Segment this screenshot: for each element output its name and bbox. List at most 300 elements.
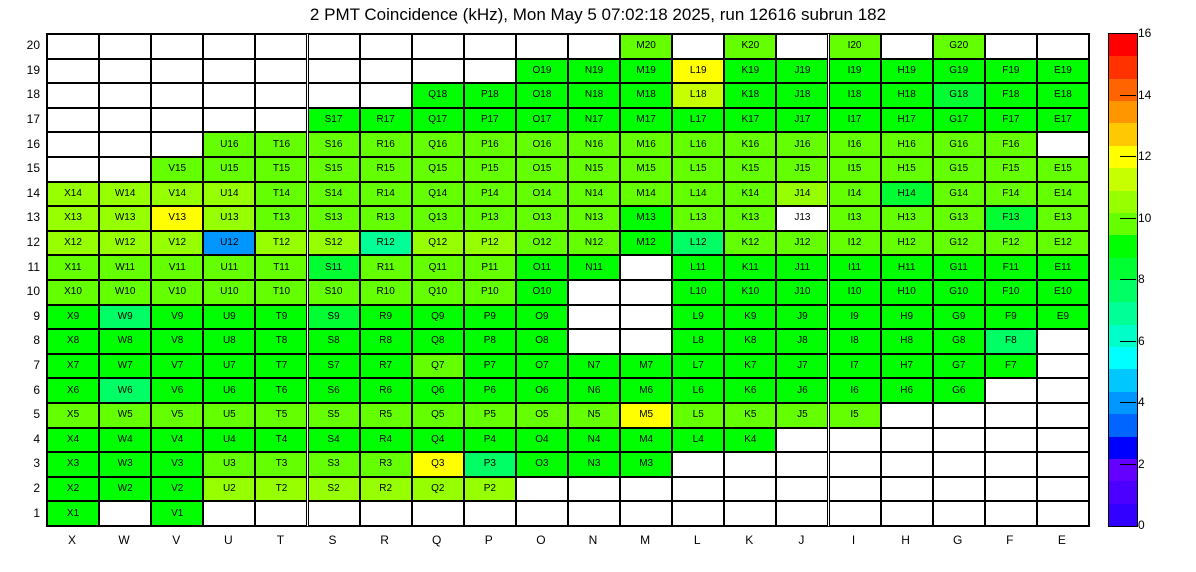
heatmap-cell: Q7 xyxy=(412,354,464,379)
y-axis-tick-label: 16 xyxy=(26,136,40,151)
heatmap-cell: G18 xyxy=(933,83,985,108)
heatmap-cell: U15 xyxy=(203,157,255,182)
heatmap-cell: I9 xyxy=(829,305,881,330)
heatmap-cell: P3 xyxy=(464,452,516,477)
heatmap-cell: X6 xyxy=(47,378,99,403)
heatmap-cell: V7 xyxy=(151,354,203,379)
heatmap-cell: X5 xyxy=(47,403,99,428)
heatmap-cell-empty xyxy=(516,34,568,59)
heatmap-cell: P17 xyxy=(464,108,516,133)
x-axis-tick-label: J xyxy=(798,533,805,547)
heatmap-cell: O18 xyxy=(516,83,568,108)
heatmap-cell: S13 xyxy=(308,206,360,231)
heatmap-cell-empty xyxy=(47,132,99,157)
heatmap-cell: R4 xyxy=(360,428,412,453)
heatmap-cell: O12 xyxy=(516,231,568,256)
heatmap-cell: T16 xyxy=(255,132,307,157)
heatmap-cell: P2 xyxy=(464,477,516,502)
heatmap-cell-empty xyxy=(412,501,464,526)
heatmap-cell: P6 xyxy=(464,378,516,403)
colorbar-segment xyxy=(1109,168,1137,190)
colorbar-segment xyxy=(1109,191,1137,213)
heatmap-cell: H11 xyxy=(881,255,933,280)
heatmap-cell: F13 xyxy=(985,206,1037,231)
heatmap-cell: I6 xyxy=(829,378,881,403)
heatmap-cell: F19 xyxy=(985,59,1037,84)
x-axis-tick-label: V xyxy=(172,533,181,547)
heatmap-cell-empty xyxy=(620,305,672,330)
heatmap-cell: T2 xyxy=(255,477,307,502)
heatmap-cell-empty xyxy=(985,452,1037,477)
heatmap-cell: Q14 xyxy=(412,182,464,207)
heatmap-cell: I8 xyxy=(829,329,881,354)
heatmap-cell: R6 xyxy=(360,378,412,403)
heatmap-cell: R7 xyxy=(360,354,412,379)
heatmap-cell: O14 xyxy=(516,182,568,207)
colorbar-segment xyxy=(1109,258,1137,280)
heatmap-cell: K12 xyxy=(724,231,776,256)
heatmap-cell: R9 xyxy=(360,305,412,330)
heatmap-cell: Q10 xyxy=(412,280,464,305)
heatmap-cell-empty xyxy=(464,501,516,526)
y-axis-tick-label: 18 xyxy=(26,87,40,102)
heatmap-cell: N15 xyxy=(568,157,620,182)
heatmap-cell: G20 xyxy=(933,34,985,59)
heatmap-cell-empty xyxy=(985,501,1037,526)
heatmap-cell: L19 xyxy=(672,59,724,84)
heatmap-cell: G15 xyxy=(933,157,985,182)
heatmap-cell-empty xyxy=(829,452,881,477)
colorbar-segment xyxy=(1109,504,1137,526)
heatmap-cell: L13 xyxy=(672,206,724,231)
heatmap-cell-empty xyxy=(1037,132,1089,157)
heatmap-cell: Q9 xyxy=(412,305,464,330)
heatmap-cell: X10 xyxy=(47,280,99,305)
heatmap-cell: P8 xyxy=(464,329,516,354)
heatmap-cell: K17 xyxy=(724,108,776,133)
heatmap-cell: H15 xyxy=(881,157,933,182)
heatmap-cell: X11 xyxy=(47,255,99,280)
x-axis-tick-label: L xyxy=(693,533,701,547)
heatmap-cell: P12 xyxy=(464,231,516,256)
heatmap-cell: G7 xyxy=(933,354,985,379)
heatmap-cell: V2 xyxy=(151,477,203,502)
heatmap-cell: H6 xyxy=(881,378,933,403)
heatmap-cell: V3 xyxy=(151,452,203,477)
heatmap-cell: M3 xyxy=(620,452,672,477)
heatmap-cell-empty xyxy=(672,34,724,59)
heatmap-cell: V14 xyxy=(151,182,203,207)
heatmap-cell: U14 xyxy=(203,182,255,207)
y-axis-tick-label: 8 xyxy=(33,333,40,348)
heatmap-cell: W3 xyxy=(99,452,151,477)
heatmap-cell-empty xyxy=(151,132,203,157)
heatmap-cell: G16 xyxy=(933,132,985,157)
y-axis-tick-label: 14 xyxy=(26,185,40,200)
heatmap-cell: J14 xyxy=(776,182,828,207)
heatmap-cell: J12 xyxy=(776,231,828,256)
heatmap-cell-empty xyxy=(99,157,151,182)
heatmap-cell: S14 xyxy=(308,182,360,207)
y-axis-tick-label: 10 xyxy=(26,284,40,299)
heatmap-cell: V9 xyxy=(151,305,203,330)
colorbar-tick-label: 16 xyxy=(1138,26,1152,40)
x-axis-tick-label: N xyxy=(588,533,598,547)
heatmap-cell: W7 xyxy=(99,354,151,379)
heatmap-cell: P14 xyxy=(464,182,516,207)
heatmap-cell-empty xyxy=(360,501,412,526)
heatmap-cell: F17 xyxy=(985,108,1037,133)
x-axis-tick-label: W xyxy=(118,533,130,547)
heatmap-cell: Q8 xyxy=(412,329,464,354)
x-axis-tick-label: M xyxy=(640,533,651,547)
heatmap-cell: F15 xyxy=(985,157,1037,182)
heatmap-cell-empty xyxy=(47,157,99,182)
heatmap-cell: W5 xyxy=(99,403,151,428)
heatmap-cell: I13 xyxy=(829,206,881,231)
heatmap-cell-empty xyxy=(776,452,828,477)
y-axis-tick-label: 20 xyxy=(26,38,40,53)
heatmap-cell: H13 xyxy=(881,206,933,231)
heatmap-cell: L9 xyxy=(672,305,724,330)
heatmap-cell: I20 xyxy=(829,34,881,59)
heatmap-cell: R12 xyxy=(360,231,412,256)
y-axis-tick-label: 6 xyxy=(33,382,40,397)
heatmap-cell: X7 xyxy=(47,354,99,379)
heatmap-cell-empty xyxy=(620,280,672,305)
heatmap-cell: E11 xyxy=(1037,255,1089,280)
x-axis-tick-label: G xyxy=(953,533,963,547)
heatmap-cell: N6 xyxy=(568,378,620,403)
heatmap-cell: Q17 xyxy=(412,108,464,133)
heatmap-cell: S7 xyxy=(308,354,360,379)
heatmap-cell: O4 xyxy=(516,428,568,453)
colorbar-tick-label: 14 xyxy=(1138,87,1152,102)
heatmap-cell: J8 xyxy=(776,329,828,354)
heatmap-cell: S8 xyxy=(308,329,360,354)
heatmap-cell-empty xyxy=(985,403,1037,428)
colorbar-tick-label: 8 xyxy=(1138,272,1145,286)
heatmap-cell: K4 xyxy=(724,428,776,453)
heatmap-cell: K15 xyxy=(724,157,776,182)
x-axis-tick-label: Q xyxy=(432,533,442,547)
heatmap-cell: R13 xyxy=(360,206,412,231)
heatmap-cell-empty xyxy=(360,59,412,84)
heatmap-cell: I17 xyxy=(829,108,881,133)
x-axis-tick-label: U xyxy=(223,533,233,547)
heatmap-cell: L8 xyxy=(672,329,724,354)
heatmap-cell: J11 xyxy=(776,255,828,280)
heatmap-cell: V12 xyxy=(151,231,203,256)
colorbar-segment xyxy=(1109,34,1137,56)
y-axis-tick-label: 7 xyxy=(33,358,40,373)
heatmap-cell-empty xyxy=(47,108,99,133)
colorbar-segment xyxy=(1109,481,1137,503)
heatmap-cell: I11 xyxy=(829,255,881,280)
heatmap-cell-empty xyxy=(985,428,1037,453)
x-axis-tick-label: H xyxy=(901,533,910,547)
x-axis-tick-label: S xyxy=(328,533,337,547)
heatmap-cell: W14 xyxy=(99,182,151,207)
heatmap-cell: W8 xyxy=(99,329,151,354)
heatmap-cell: U13 xyxy=(203,206,255,231)
heatmap-cell-empty xyxy=(672,452,724,477)
heatmap-cell-empty xyxy=(516,477,568,502)
heatmap-cell: R8 xyxy=(360,329,412,354)
heatmap-cell-empty xyxy=(255,34,307,59)
heatmap-cell: J15 xyxy=(776,157,828,182)
heatmap-cell: G10 xyxy=(933,280,985,305)
colorbar-tick-mark xyxy=(1120,464,1136,465)
heatmap-cell-empty xyxy=(360,83,412,108)
heatmap-cell: U7 xyxy=(203,354,255,379)
heatmap-cell-empty xyxy=(1037,501,1089,526)
heatmap-cell: H9 xyxy=(881,305,933,330)
heatmap-cell: Q5 xyxy=(412,403,464,428)
colorbar-segment xyxy=(1109,79,1137,101)
heatmap-cell: T14 xyxy=(255,182,307,207)
heatmap-cell-empty xyxy=(203,34,255,59)
heatmap-cell: Q15 xyxy=(412,157,464,182)
heatmap-cell-empty xyxy=(568,280,620,305)
heatmap-cell: G13 xyxy=(933,206,985,231)
y-axis-tick-label: 15 xyxy=(26,161,40,176)
heatmap-cell-empty xyxy=(203,59,255,84)
heatmap-cell: U11 xyxy=(203,255,255,280)
heatmap-cell-empty xyxy=(881,501,933,526)
colorbar-segment xyxy=(1109,437,1137,459)
heatmap-cell-empty xyxy=(47,59,99,84)
heatmap-cell: R14 xyxy=(360,182,412,207)
heatmap-cell-empty xyxy=(985,477,1037,502)
heatmap-cell: F11 xyxy=(985,255,1037,280)
colorbar xyxy=(1108,33,1138,527)
heatmap-cell: P11 xyxy=(464,255,516,280)
heatmap-cell-empty xyxy=(568,34,620,59)
heatmap-plot-area xyxy=(46,33,1090,527)
heatmap-cell: G11 xyxy=(933,255,985,280)
heatmap-cell: T4 xyxy=(255,428,307,453)
heatmap-cell: O8 xyxy=(516,329,568,354)
colorbar-tick-label: 4 xyxy=(1138,395,1145,409)
heatmap-cell: W13 xyxy=(99,206,151,231)
heatmap-cell: W4 xyxy=(99,428,151,453)
heatmap-cell: K14 xyxy=(724,182,776,207)
colorbar-tick-mark xyxy=(1120,156,1136,157)
colorbar-segment xyxy=(1109,101,1137,123)
heatmap-cell: P13 xyxy=(464,206,516,231)
colorbar-segment xyxy=(1109,123,1137,145)
colorbar-tick-mark xyxy=(1120,95,1136,96)
colorbar-tick-label: 6 xyxy=(1138,333,1145,348)
heatmap-cell: K5 xyxy=(724,403,776,428)
colorbar-tick-mark xyxy=(1120,402,1136,403)
heatmap-cell: O11 xyxy=(516,255,568,280)
heatmap-cell-empty xyxy=(99,501,151,526)
heatmap-cell: X14 xyxy=(47,182,99,207)
heatmap-cell: V6 xyxy=(151,378,203,403)
heatmap-cell: N12 xyxy=(568,231,620,256)
heatmap-cell: F18 xyxy=(985,83,1037,108)
heatmap-cell: O6 xyxy=(516,378,568,403)
heatmap-cell: K7 xyxy=(724,354,776,379)
y-axis-tick-label: 9 xyxy=(33,308,40,323)
heatmap-cell: J19 xyxy=(776,59,828,84)
heatmap-cell: N17 xyxy=(568,108,620,133)
heatmap-cell: J17 xyxy=(776,108,828,133)
heatmap-cell: W2 xyxy=(99,477,151,502)
heatmap-cell: N7 xyxy=(568,354,620,379)
heatmap-cell-empty xyxy=(99,34,151,59)
heatmap-cell: Q2 xyxy=(412,477,464,502)
x-axis-tick-label: X xyxy=(67,533,76,547)
heatmap-cell: H14 xyxy=(881,182,933,207)
y-axis-tick-label: 5 xyxy=(33,407,40,422)
heatmap-cell: I7 xyxy=(829,354,881,379)
heatmap-cell-empty xyxy=(881,428,933,453)
x-axis-tick-label: R xyxy=(380,533,389,547)
heatmap-cell: I14 xyxy=(829,182,881,207)
heatmap-cell: H19 xyxy=(881,59,933,84)
heatmap-cell: V15 xyxy=(151,157,203,182)
heatmap-cell-empty xyxy=(1037,477,1089,502)
heatmap-cell-empty xyxy=(829,501,881,526)
heatmap-cell: O10 xyxy=(516,280,568,305)
heatmap-cell-empty xyxy=(99,59,151,84)
heatmap-cell: K19 xyxy=(724,59,776,84)
heatmap-cell: R10 xyxy=(360,280,412,305)
heatmap-cell: F16 xyxy=(985,132,1037,157)
heatmap-cell: N4 xyxy=(568,428,620,453)
heatmap-cell: T12 xyxy=(255,231,307,256)
heatmap-cell: R11 xyxy=(360,255,412,280)
heatmap-cell: S17 xyxy=(308,108,360,133)
y-axis-tick-label: 12 xyxy=(26,235,40,250)
heatmap-cell-empty xyxy=(255,59,307,84)
colorbar-tick-mark xyxy=(1120,341,1136,342)
heatmap-cell: E13 xyxy=(1037,206,1089,231)
heatmap-cell: I5 xyxy=(829,403,881,428)
heatmap-cell: X1 xyxy=(47,501,99,526)
heatmap-cell: O13 xyxy=(516,206,568,231)
heatmap-cell: O19 xyxy=(516,59,568,84)
y-axis-tick-label: 2 xyxy=(33,481,40,496)
heatmap-cell: I16 xyxy=(829,132,881,157)
heatmap-cell: L10 xyxy=(672,280,724,305)
heatmap-cell: L4 xyxy=(672,428,724,453)
heatmap-cell: G8 xyxy=(933,329,985,354)
heatmap-cell-empty xyxy=(829,477,881,502)
heatmap-cell: R5 xyxy=(360,403,412,428)
heatmap-cell: J7 xyxy=(776,354,828,379)
heatmap-cell: L11 xyxy=(672,255,724,280)
heatmap-cell: L16 xyxy=(672,132,724,157)
heatmap-cell: V13 xyxy=(151,206,203,231)
heatmap-cell-empty xyxy=(516,501,568,526)
heatmap-cell: K11 xyxy=(724,255,776,280)
heatmap-cell: E9 xyxy=(1037,305,1089,330)
heatmap-cell: X8 xyxy=(47,329,99,354)
heatmap-cell: M14 xyxy=(620,182,672,207)
heatmap-cell-empty xyxy=(881,452,933,477)
heatmap-cell: N14 xyxy=(568,182,620,207)
heatmap-cell-empty xyxy=(47,83,99,108)
heatmap-cell: F10 xyxy=(985,280,1037,305)
heatmap-cell-empty xyxy=(151,59,203,84)
heatmap-cell-empty xyxy=(99,132,151,157)
heatmap-cell: F12 xyxy=(985,231,1037,256)
heatmap-cell: Q16 xyxy=(412,132,464,157)
heatmap-cell-empty xyxy=(776,34,828,59)
heatmap-cell-empty xyxy=(724,452,776,477)
heatmap-cell-empty xyxy=(151,34,203,59)
y-axis-tick-label: 17 xyxy=(26,112,40,127)
heatmap-cell: H17 xyxy=(881,108,933,133)
heatmap-cell: J18 xyxy=(776,83,828,108)
heatmap-cell-empty xyxy=(985,378,1037,403)
heatmap-cell-empty xyxy=(308,34,360,59)
heatmap-cell: O16 xyxy=(516,132,568,157)
heatmap-cell: M15 xyxy=(620,157,672,182)
heatmap-cell: W9 xyxy=(99,305,151,330)
heatmap-cell: J5 xyxy=(776,403,828,428)
heatmap-cell-empty xyxy=(933,501,985,526)
heatmap-cell-empty xyxy=(203,501,255,526)
heatmap-cell: J6 xyxy=(776,378,828,403)
heatmap-cell: N18 xyxy=(568,83,620,108)
heatmap-cell: P10 xyxy=(464,280,516,305)
colorbar-segment xyxy=(1109,369,1137,391)
heatmap-cell: I15 xyxy=(829,157,881,182)
heatmap-cell: L14 xyxy=(672,182,724,207)
colorbar-segment xyxy=(1109,325,1137,347)
x-axis-tick-label: T xyxy=(276,533,285,547)
heatmap-cell: G14 xyxy=(933,182,985,207)
heatmap-cell: M13 xyxy=(620,206,672,231)
heatmap-cell-empty xyxy=(933,452,985,477)
heatmap-cell: X9 xyxy=(47,305,99,330)
heatmap-cell: T11 xyxy=(255,255,307,280)
y-axis-tick-label: 13 xyxy=(26,210,40,225)
heatmap-cell: U9 xyxy=(203,305,255,330)
heatmap-cell-empty xyxy=(1037,428,1089,453)
heatmap-cell: U12 xyxy=(203,231,255,256)
heatmap-cell: S5 xyxy=(308,403,360,428)
x-axis-tick-label: I xyxy=(851,533,856,547)
heatmap-cell-empty xyxy=(255,108,307,133)
heatmap-cell: V5 xyxy=(151,403,203,428)
heatmap-cell: N16 xyxy=(568,132,620,157)
heatmap-cell: V1 xyxy=(151,501,203,526)
heatmap-cell-empty xyxy=(1037,34,1089,59)
y-axis-tick-label: 19 xyxy=(26,62,40,77)
heatmap-cell-empty xyxy=(620,255,672,280)
heatmap-cell-empty xyxy=(360,34,412,59)
heatmap-cell: E14 xyxy=(1037,182,1089,207)
heatmap-cell: K13 xyxy=(724,206,776,231)
colorbar-segment xyxy=(1109,347,1137,369)
heatmap-cell: J9 xyxy=(776,305,828,330)
heatmap-cell: J10 xyxy=(776,280,828,305)
heatmap-cell: S2 xyxy=(308,477,360,502)
heatmap-cell-empty xyxy=(99,108,151,133)
heatmap-cell: S3 xyxy=(308,452,360,477)
heatmap-cell: L15 xyxy=(672,157,724,182)
heatmap-cell: Q12 xyxy=(412,231,464,256)
colorbar-segment xyxy=(1109,302,1137,324)
heatmap-cell-empty xyxy=(985,34,1037,59)
heatmap-cell: M12 xyxy=(620,231,672,256)
